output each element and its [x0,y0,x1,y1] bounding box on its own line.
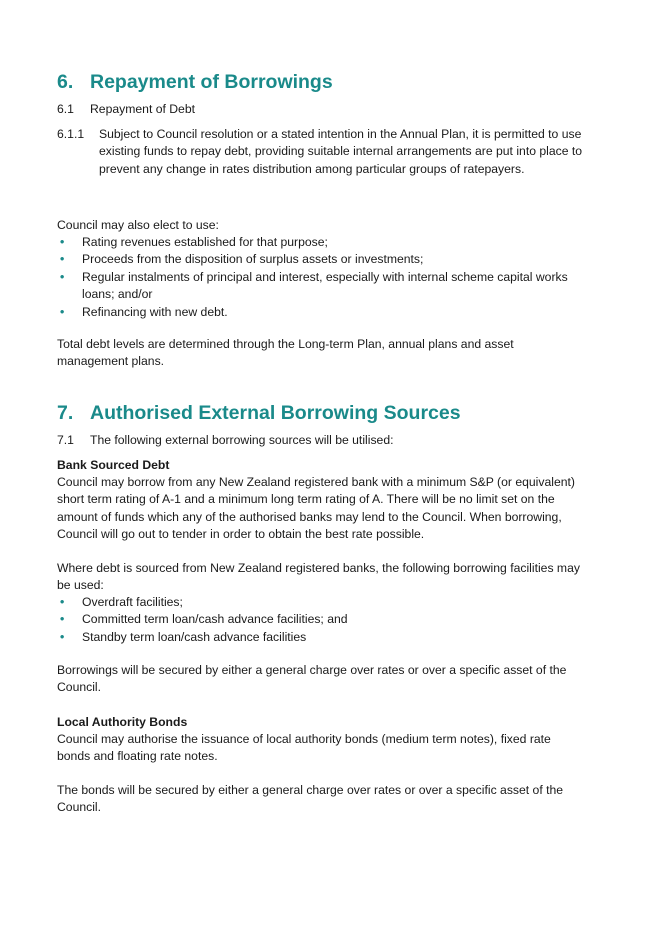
local-authority-bonds-text: Council may authorise the issuance of local authority bonds (medium term notes), fixed rate bonds and floating rate notes. [57,732,551,764]
bullet-dot-icon: • [60,629,65,644]
subsection-7-1-number: 7.1 [57,433,74,447]
facilities-intro-text: Where debt is sourced from New Zealand registered banks, the following borrowing facilities may be used: [57,561,580,593]
bullet-dot-icon: • [60,269,65,284]
debt-levels-text: Total debt levels are determined through the Long-term Plan, annual plans and asset management plans. [57,337,514,369]
subsection-6-1-number: 6.1 [57,102,74,116]
bullet-dot-icon: • [60,612,65,627]
subsection-7-1-title: The following external borrowing sources will be utilised: [90,433,394,447]
list-item-text: Committed term loan/cash advance facilities; and [82,612,348,627]
borrowings-secured-text: Borrowings will be secured by either a general charge over rates or over a specific asset of the Council. [57,663,567,695]
bullet-dot-icon: • [60,235,65,249]
list-item [57,611,597,628]
subsection-6-1-title: Repayment of Debt [90,102,196,116]
section-7-title: Authorised External Borrowing Sources [90,402,461,424]
bonds-secured-text: The bonds will be secured by either a general charge over rates or over a specific asset of the Council. [57,783,564,815]
local-authority-bonds-heading: Local Authority Bonds [57,715,188,729]
list-item-text: Proceeds from the disposition of surplus assets or investments; [82,252,424,267]
bank-sourced-debt-heading: Bank Sourced Debt [57,458,170,472]
clause-6-1-1-number: 6.1.1 [57,127,85,141]
section-6-number: 6. [57,71,74,93]
list-item-text: Rating revenues established for that purpose; [82,235,328,249]
subsection-6-1 [57,101,597,119]
list-item [57,594,597,611]
list-item-text: Regular instalments of principal and interest, especially with internal scheme capital works loans; and/or [82,269,568,302]
clause-6-1-1 [57,126,597,198]
list-item-text: Refinancing with new debt. [82,304,228,319]
section-6-title: Repayment of Borrowings [90,71,333,93]
borrowing-facilities-list [57,594,597,646]
list-item-text: Standby term loan/cash advance facilities [82,629,307,644]
list-item [57,251,597,268]
clause-6-1-1-text: Subject to Council resolution or a stated intention in the Annual Plan, it is permitted to use existing funds to repay debt, providing suitable internal arrangements are put into place to prevent any change in rates distribution among particular groups of ratepayers. [99,127,583,176]
repayment-options-list [57,234,597,321]
list-item [57,269,592,304]
bullet-dot-icon: • [60,252,65,267]
elect-intro-text: Council may also elect to use: [57,218,219,232]
list-item [57,629,597,646]
section-6-heading [57,70,457,94]
subsection-7-1 [57,432,597,450]
bank-sourced-debt-text: Council may borrow from any New Zealand registered bank with a minimum S&P (or equivalent) short term rating of A-1 and a minimum long term rating of A. There will be no limit set on the amount of funds which any of the authorised banks may lend to the Council. When borrowing, Council will go out to tender in order to obtain the best rate possible. [57,475,575,542]
section-7-heading [57,401,597,425]
list-item [57,234,597,251]
list-item-text: Overdraft facilities; [82,595,183,609]
bullet-dot-icon: • [60,304,65,319]
section-7-number: 7. [57,402,74,424]
bullet-dot-icon: • [60,595,65,609]
list-item [57,304,597,321]
